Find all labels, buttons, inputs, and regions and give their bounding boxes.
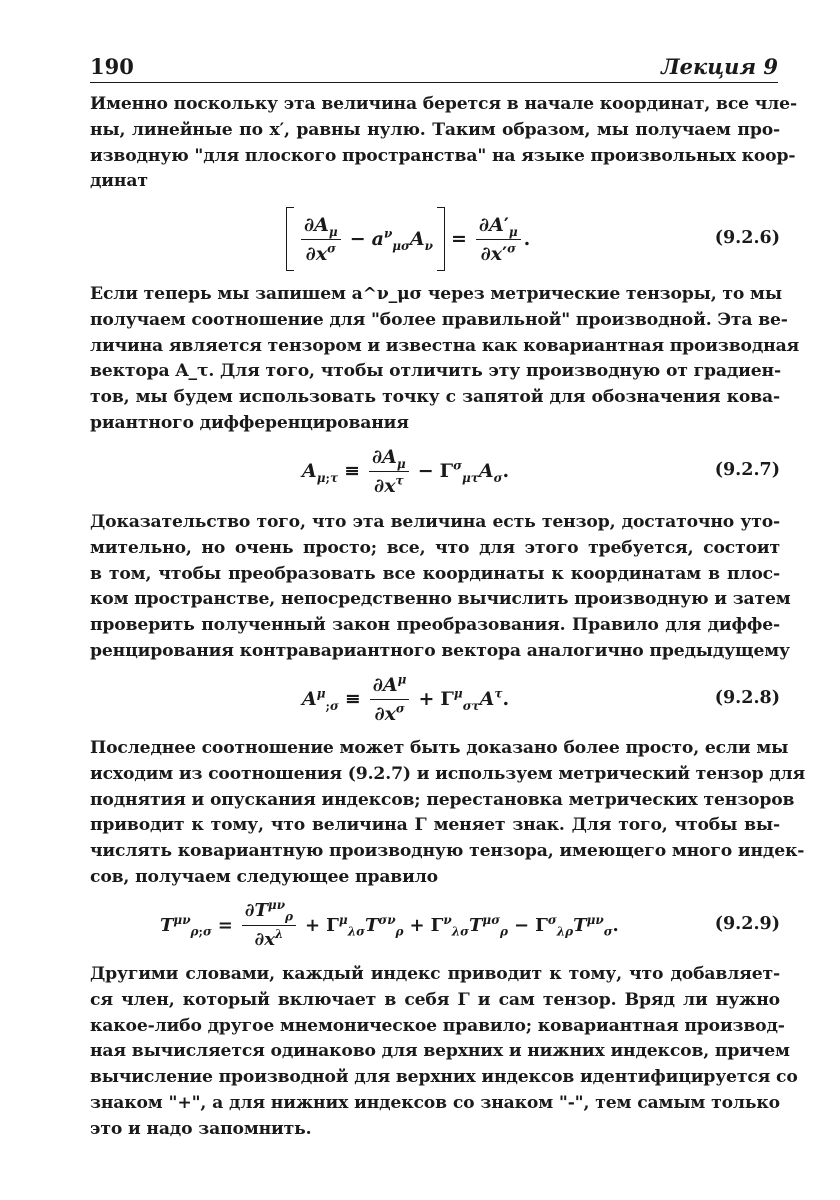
text-line: динат xyxy=(90,171,148,192)
equation-body: $A^\mu_{;\sigma}$ ≡ $\frac{\partial A^\mu}{\partial x^\sigma}$ + $\Gamma^\mu_{\sigma\tau}A^\tau$. xyxy=(302,672,510,725)
text-line: ся член, который включает в себя Γ и сам тензор. Вряд ли нужно xyxy=(90,989,780,1010)
text-line: Именно поскольку эта величина берется в начале координат, все чле- xyxy=(90,94,797,114)
fraction: $\frac{\partial A_\mu}{\partial x^\sigma}$ xyxy=(301,213,341,266)
equation-body: $A_{\mu;\tau}$ ≡ $\frac{\partial A_\mu}{\partial x^\tau}$ − $\Gamma^\sigma_{\mu\tau}A_\sigma$. xyxy=(302,445,510,497)
paragraph-3 xyxy=(90,510,791,665)
header-rule xyxy=(90,82,778,83)
text-line: исходим из соотношения (9.2.7) и используем метрический тензор для xyxy=(90,763,806,784)
text-line: Доказательство того, что эта величина есть тензор, достаточно уто- xyxy=(90,512,780,532)
paragraph-2 xyxy=(90,282,800,437)
text-line: риантного дифференцирования xyxy=(90,412,409,433)
equation-9-2-8 xyxy=(90,668,780,730)
text-line: личина является тензором и известна как ковариантная производная xyxy=(90,335,800,356)
equation-9-2-6 xyxy=(90,206,780,272)
text-line: получаем соотношение для "более правильной" производной. Эта ве- xyxy=(90,309,788,330)
fraction: $\frac{\partial A_\mu}{\partial x^\tau}$ xyxy=(369,445,409,498)
equation-number: (9.2.9) xyxy=(714,914,780,934)
paragraph-4 xyxy=(90,736,806,891)
text-line: сов, получаем следующее правило xyxy=(90,866,438,887)
text-line: вектора A_τ. Для того, чтобы отличить эту производную от градиен- xyxy=(90,361,781,382)
page-header xyxy=(90,52,778,82)
text-line: поднятия и опускания индексов; перестановка метрических тензоров xyxy=(90,789,795,810)
text-line: это и надо запомнить. xyxy=(90,1118,312,1139)
text-line: ренцирования контравариантного вектора аналогично предыдущему xyxy=(90,640,790,661)
text-line: Другими словами, каждый индекс приводит к тому, что добавляет- xyxy=(90,964,780,984)
equation-number: (9.2.6) xyxy=(714,228,780,248)
right-bracket xyxy=(437,207,445,271)
left-bracket xyxy=(286,207,294,271)
text-line: знаком "+", а для нижних индексов со знаком "-", тем самым только xyxy=(90,1092,780,1113)
text-line: проверить полученный закон преобразования. Правило для диффе- xyxy=(90,615,780,636)
paragraph-5 xyxy=(90,962,798,1143)
paragraph-1 xyxy=(90,92,797,195)
equation-number: (9.2.7) xyxy=(714,460,780,480)
equation-9-2-7 xyxy=(90,440,780,502)
text-line: приводит к тому, что величина Γ меняет знак. Для того, чтобы вы- xyxy=(90,815,780,836)
text-line: ком пространстве, непосредственно вычислить производную и затем xyxy=(90,589,791,610)
equation-body: $\frac{\partial A_\mu}{\partial x^\sigma}$ − $a^\nu_{\mu\sigma}A_\nu$ = $\frac{\partial A'_\mu}{\partial x'^\sigma}$ . xyxy=(286,206,530,272)
text-line: мительно, но очень просто; все, что для этого требуется, состоит xyxy=(90,537,780,558)
page-number: 190 xyxy=(90,54,134,79)
fraction: $\frac{\partial A'_\mu}{\partial x'^\sigma}$ xyxy=(476,213,521,266)
text-line: числять ковариантную производную тензора, имеющего много индек- xyxy=(90,841,805,862)
equation-number: (9.2.8) xyxy=(714,688,780,708)
text-line: в том, чтобы преобразовать все координаты к координатам в плос- xyxy=(90,563,780,584)
text-line: изводную "для плоского пространства" на языке произвольных коор- xyxy=(90,145,796,166)
fraction: $\frac{\partial A^\mu}{\partial x^\sigma}$ xyxy=(370,673,410,726)
running-title: Лекция 9 xyxy=(661,54,778,79)
equation-9-2-9 xyxy=(90,894,780,956)
text-line: ная вычисляется одинаково для верхних и нижних индексов, причем xyxy=(90,1041,790,1062)
text-line: вычисление производной для верхних индексов идентифицируется со xyxy=(90,1067,798,1088)
text-line: какое-либо другое мнемоническое правило; ковариантная производ- xyxy=(90,1015,785,1036)
fraction: $\frac{\partial T^{\mu\nu}_\rho}{\partial x^\lambda}$ xyxy=(242,899,296,952)
text-line: тов, мы будем использовать точку с запятой для обозначения кова- xyxy=(90,387,780,408)
equation-body: $T^{\mu\nu}_{\rho;\sigma}$ = $\frac{\partial T^{\mu\nu}_\rho}{\partial x^\lambda}$ + $\Gamma^\mu_{\lambda\sigma}T^{\sigma\nu}_\rho$ + $\Gamma^\nu_{\lambda\sigma}T^{\mu\sigma}_\rho$ − $\Gamma^\sigma_{\lambda\rho}T^{\mu\nu}_\sigma$. xyxy=(160,897,619,950)
text-line: Последнее соотношение может быть доказано более просто, если мы xyxy=(90,738,789,758)
text-line: ны, линейные по x′, равны нулю. Таким образом, мы получаем про- xyxy=(90,119,780,140)
text-line: Если теперь мы запишем a^ν_μσ через метрические тензоры, то мы xyxy=(90,284,782,304)
